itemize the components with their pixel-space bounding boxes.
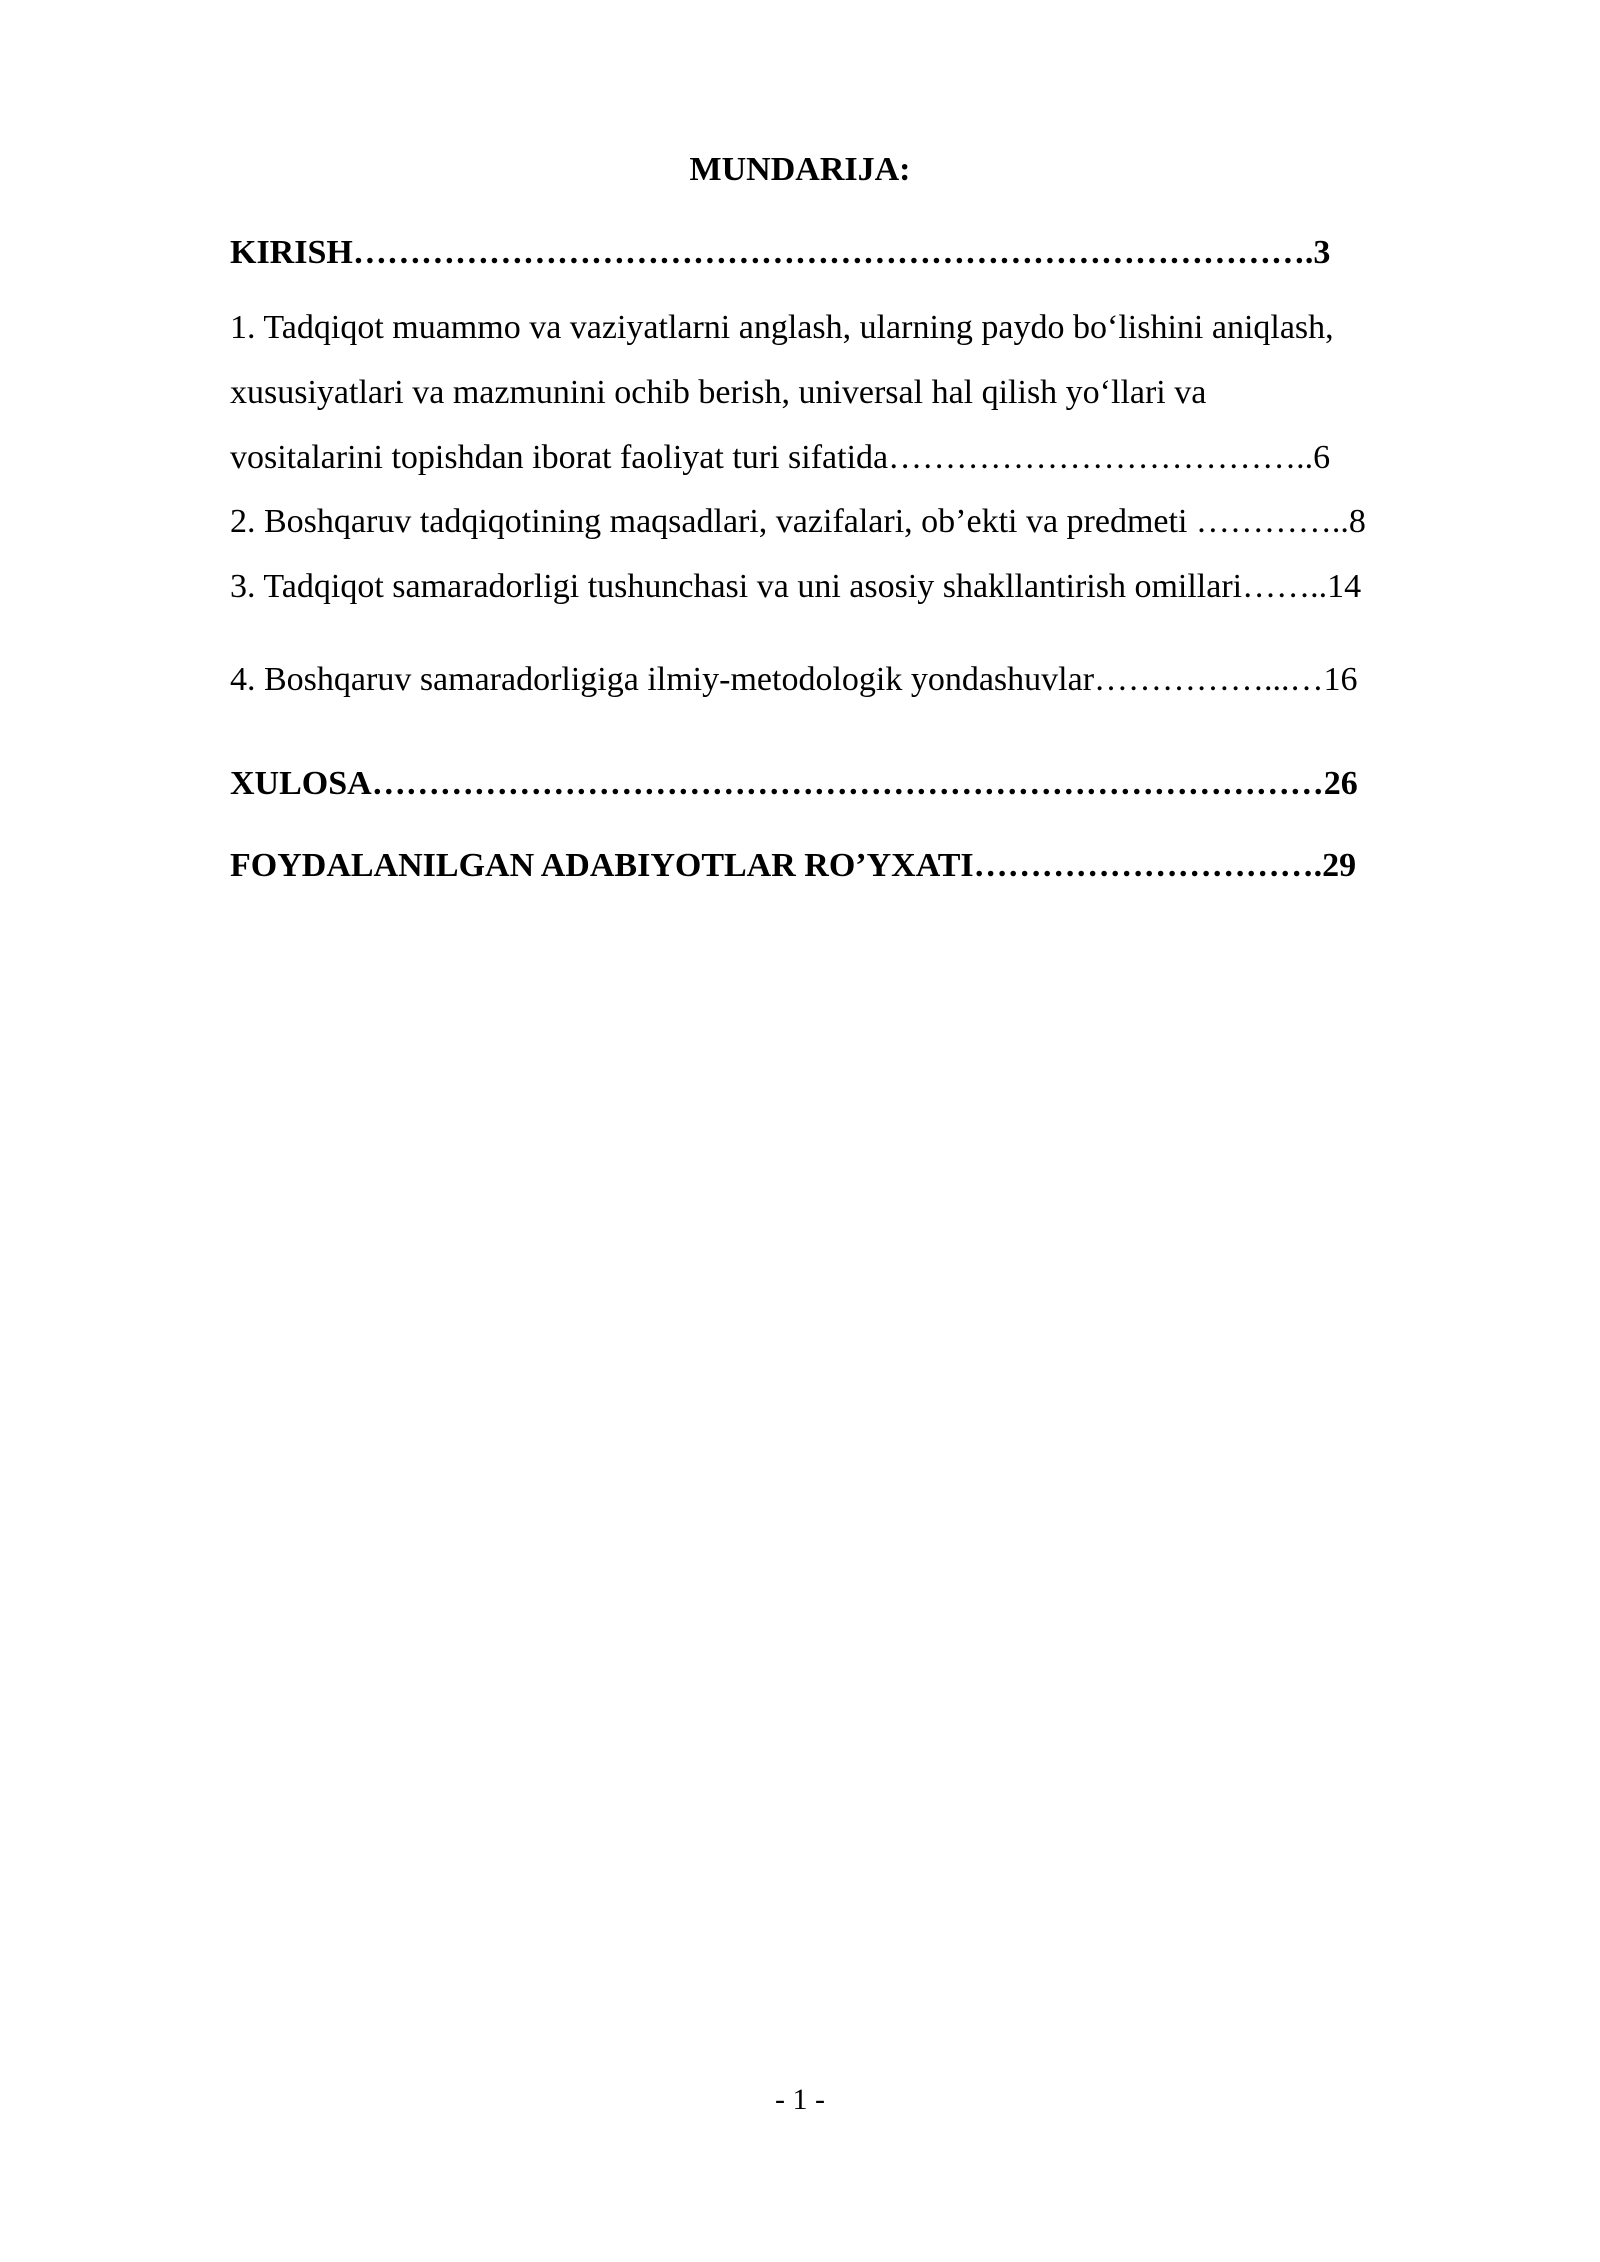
toc-title: MUNDARIJA: (689, 151, 911, 188)
toc-entry-4: 4. Boshqaruv samaradorligiga ilmiy-metodologik yondashuvlar……………...…16 (230, 661, 1358, 698)
toc-entry-1-line-3: vositalarini topishdan iborat faoliyat turi sifatida………………………………..6 (230, 439, 1331, 476)
toc-entry-1-line-1: 1. Tadqiqot muammo va vaziyatlarni anglash, ularning paydo bo‘lishini aniqlash, (230, 309, 1334, 346)
toc-entry-adabiyotlar: FOYDALANILGAN ADABIYOTLAR RO’YXATI………………………….29 (230, 847, 1357, 884)
toc-entry-3: 3. Tadqiqot samaradorligi tushunchasi va uni asosiy shakllantirish omillari……..14 (230, 568, 1362, 605)
toc-entry-xulosa: XULOSA…………………………………………………………………………26 (230, 765, 1358, 802)
toc-entry-1-line-2: xususiyatlari va mazmunini ochib berish, universal hal qilish yo‘llari va (230, 374, 1207, 411)
toc-entry-kirish: KIRISH………………………………………………………………………….3 (230, 234, 1331, 271)
page-number: - 1 - (775, 2083, 825, 2116)
toc-entry-2: 2. Boshqaruv tadqiqotining maqsadlari, vazifalari, ob’ekti va predmeti …………..8 (230, 503, 1366, 540)
